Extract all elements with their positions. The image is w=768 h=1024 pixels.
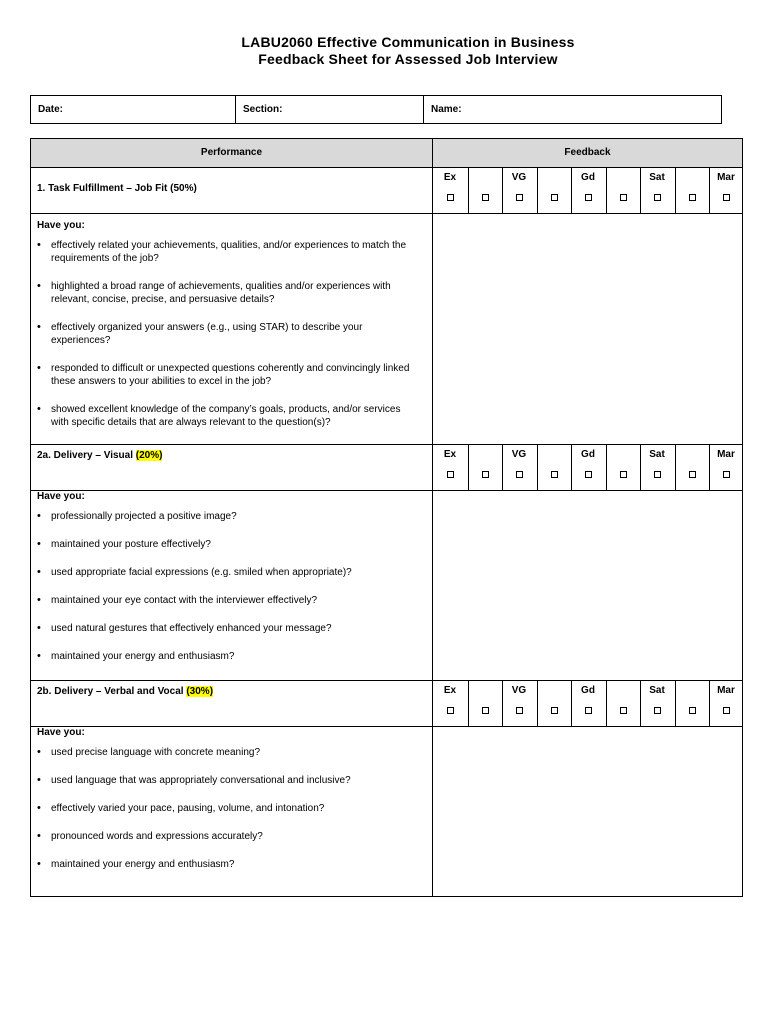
rating-label-vg: VG xyxy=(511,685,527,696)
row-divider xyxy=(31,213,742,214)
rating-checkbox[interactable] xyxy=(516,471,523,478)
rating-column-divider xyxy=(537,444,538,490)
rating-column-divider xyxy=(468,167,469,213)
list-item: • used precise language with concrete meaning? xyxy=(37,746,417,760)
rating-label-sat: Sat xyxy=(649,449,665,460)
rating-checkbox[interactable] xyxy=(482,194,489,201)
rating-checkbox[interactable] xyxy=(447,194,454,201)
row-divider xyxy=(31,680,742,681)
have-you-label: Have you: xyxy=(37,220,85,231)
rating-column-divider xyxy=(606,680,607,726)
feedback-area-delivery-visual[interactable] xyxy=(433,491,743,679)
rating-checkbox[interactable] xyxy=(447,471,454,478)
rating-checkbox[interactable] xyxy=(516,194,523,201)
rating-column-divider xyxy=(606,444,607,490)
feedback-area-delivery-verbal[interactable] xyxy=(433,727,743,896)
rating-label-mar: Mar xyxy=(717,685,735,696)
rating-label-sat: Sat xyxy=(649,172,665,183)
weight-highlight: (30%) xyxy=(186,686,214,697)
column-divider xyxy=(432,139,433,896)
row-divider xyxy=(31,444,742,445)
rating-label-ex: Ex xyxy=(443,172,457,183)
section-title-delivery-visual: 2a. Delivery – Visual (20%) xyxy=(37,450,163,461)
list-item: • professionally projected a positive image? xyxy=(37,510,417,524)
rating-column-divider xyxy=(675,444,676,490)
rating-checkbox[interactable] xyxy=(551,194,558,201)
rating-column-divider xyxy=(468,444,469,490)
rating-checkbox[interactable] xyxy=(585,471,592,478)
section-label: Section: xyxy=(243,104,283,115)
section-title-task-fulfillment: 1. Task Fulfillment – Job Fit (50%) xyxy=(37,183,197,194)
list-item: • responded to difficult or unexpected questions coherently and convincingly linked these answers to your abilities to excel in the job? xyxy=(37,362,417,389)
list-item: • highlighted a broad range of achievements, qualities and/or experiences with relevant, concise, precise, and persuasive details? xyxy=(37,280,417,307)
have-you-label: Have you: xyxy=(37,491,85,502)
feedback-header: Feedback xyxy=(564,147,611,158)
name-field[interactable] xyxy=(424,96,721,123)
rating-column-divider xyxy=(537,680,538,726)
row-divider xyxy=(31,490,742,491)
list-item: • effectively related your achievements, qualities, and/or experiences to match the requirements of the job? xyxy=(37,239,417,266)
list-item: • effectively organized your answers (e.g., using STAR) to describe your experiences? xyxy=(37,321,417,348)
rating-checkbox[interactable] xyxy=(551,471,558,478)
row-divider xyxy=(31,167,742,168)
list-item: • used appropriate facial expressions (e.g. smiled when appropriate)? xyxy=(37,566,417,580)
rating-column-divider xyxy=(537,167,538,213)
rating-checkbox[interactable] xyxy=(482,471,489,478)
list-item: • used natural gestures that effectively enhanced your message? xyxy=(37,622,417,636)
feedback-area-task-fulfillment[interactable] xyxy=(433,214,743,443)
weight-highlight: (20%) xyxy=(135,450,163,461)
feedback-table xyxy=(30,138,743,897)
rating-label-sat: Sat xyxy=(649,685,665,696)
date-field[interactable] xyxy=(31,96,236,123)
list-item: • maintained your posture effectively? xyxy=(37,538,417,552)
rating-checkbox[interactable] xyxy=(723,707,730,714)
rating-checkbox[interactable] xyxy=(482,707,489,714)
rating-checkbox[interactable] xyxy=(585,194,592,201)
criteria-delivery-verbal xyxy=(37,726,417,886)
rating-label-mar: Mar xyxy=(717,449,735,460)
rating-checkbox[interactable] xyxy=(654,707,661,714)
section-title-delivery-verbal: 2b. Delivery – Verbal and Vocal (30%) xyxy=(37,686,214,697)
performance-header: Performance xyxy=(200,147,263,158)
row-divider xyxy=(31,726,742,727)
rating-label-gd: Gd xyxy=(581,172,595,183)
name-label: Name: xyxy=(431,104,462,115)
rating-checkbox[interactable] xyxy=(551,707,558,714)
rating-label-mar: Mar xyxy=(717,172,735,183)
rating-checkbox[interactable] xyxy=(620,471,627,478)
rating-checkbox[interactable] xyxy=(689,194,696,201)
list-item: • pronounced words and expressions accurately? xyxy=(37,830,417,844)
rating-checkbox[interactable] xyxy=(654,471,661,478)
rating-label-vg: VG xyxy=(511,449,527,460)
date-label: Date: xyxy=(38,104,64,115)
rating-checkbox[interactable] xyxy=(654,194,661,201)
rating-checkbox[interactable] xyxy=(620,707,627,714)
rating-label-gd: Gd xyxy=(581,685,595,696)
rating-checkbox[interactable] xyxy=(516,707,523,714)
list-item: • maintained your energy and enthusiasm? xyxy=(37,858,417,872)
rating-label-gd: Gd xyxy=(581,449,595,460)
rating-label-vg: VG xyxy=(511,172,527,183)
list-item: • maintained your energy and enthusiasm? xyxy=(37,650,417,664)
rating-checkbox[interactable] xyxy=(689,471,696,478)
rating-checkbox[interactable] xyxy=(620,194,627,201)
rating-checkbox[interactable] xyxy=(585,707,592,714)
criteria-task-fulfillment xyxy=(37,219,417,444)
course-title: LABU2060 Effective Communication in Business xyxy=(241,34,575,50)
sheet-subtitle: Feedback Sheet for Assessed Job Interview xyxy=(258,51,558,67)
rating-column-divider xyxy=(675,167,676,213)
rating-checkbox[interactable] xyxy=(689,707,696,714)
section-field[interactable] xyxy=(236,96,424,123)
rating-column-divider xyxy=(606,167,607,213)
rating-label-ex: Ex xyxy=(443,685,457,696)
list-item: • showed excellent knowledge of the company’s goals, products, and/or services with specific details that are always relevant to the question(s)? xyxy=(37,403,417,430)
student-info-table xyxy=(30,95,722,124)
rating-checkbox[interactable] xyxy=(723,471,730,478)
have-you-label: Have you: xyxy=(37,727,85,738)
rating-checkbox[interactable] xyxy=(723,194,730,201)
criteria-delivery-visual xyxy=(37,490,417,678)
list-item: • used language that was appropriately conversational and inclusive? xyxy=(37,774,417,788)
list-item: • maintained your eye contact with the interviewer effectively? xyxy=(37,594,417,608)
rating-column-divider xyxy=(675,680,676,726)
rating-checkbox[interactable] xyxy=(447,707,454,714)
rating-label-ex: Ex xyxy=(443,449,457,460)
list-item: • effectively varied your pace, pausing, volume, and intonation? xyxy=(37,802,417,816)
rating-column-divider xyxy=(468,680,469,726)
